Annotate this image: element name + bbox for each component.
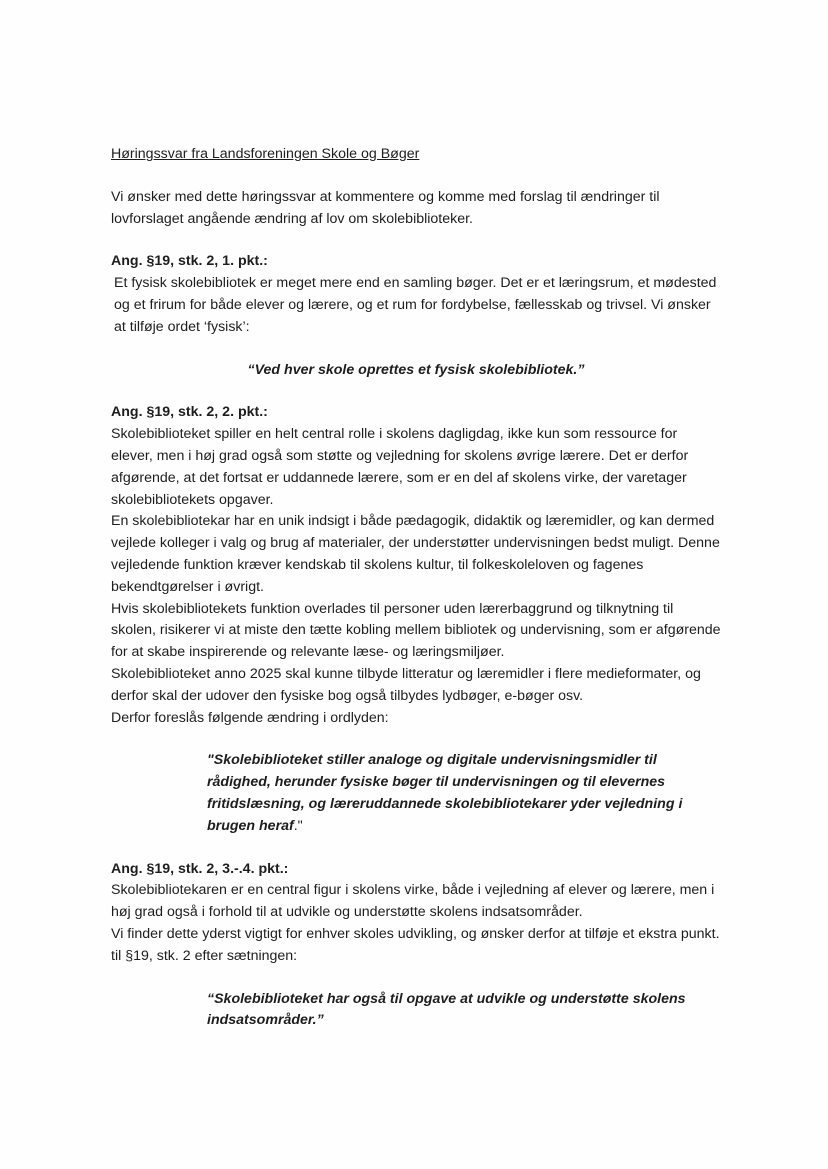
section2-heading: Ang. §19, stk. 2, 2. pkt.:	[111, 404, 268, 421]
section3-paragraph-1: Skolebibliotekaren er en central figur i skolens virke, både i vejledning af elever og lærere, men i høj grad også i forhold til at udvikle og understøtte skolens indsatsområder.	[111, 882, 715, 921]
section2-paragraph-5: Derfor foreslås følgende ændring i ordlyden:	[111, 709, 389, 726]
section1-body: Et fysisk skolebibliotek er meget mere end en samling bøger. Det er et læringsrum, et mødested og et frirum for både elever og lærere, og et rum for fordybelse, fællesskab og trivsel. Vi ønsker at tilføje ordet ‘fysisk’:	[114, 275, 717, 335]
section2-paragraph-3: Hvis skolebibliotekets funktion overlades til personer uden lærerbaggrund og tilknytning til skolen, risikerer vi at miste den tætte kobling mellem bibliotek og undervisning, som er afgørende for at skabe inspirerende og relevante læse- og læringsmiljøer.	[111, 600, 721, 661]
section2-paragraph-2: En skolebibliotekar har en unik indsigt i både pædagogik, didaktik og læremidler, og kan dermed vejlede kolleger i valg og brug af materialer, der understøtter undervisningen bedst muligt. Denne vejledende funktion kræver kendskab til skolens kultur, til folkeskoleloven og fagenes bekendtgørelser i øvrigt.	[111, 513, 720, 595]
section2-paragraph-4: Skolebiblioteket anno 2025 skal kunne tilbyde litteratur og læremidler i flere medieformater, og derfor skal der udover den fysiske bog også tilbydes lydbøger, e-bøger osv.	[111, 665, 701, 704]
section2-quote-text: "Skolebiblioteket stiller analoge og digitale undervisningsmidler til rådighed, herunder fysiske bøger til undervisningen og til elevernes fritidslæsning, og læreruddannede skolebibliotekarer yder vejledning i brugen heraf	[207, 752, 683, 834]
section3-heading: Ang. §19, stk. 2, 3.-.4. pkt.:	[111, 860, 289, 877]
section2-paragraph-1: Skolebiblioteket spiller en helt central rolle i skolens dagligdag, ikke kun som ressource for elever, men i høj grad også som støtte og vejledning for skolens øvrige lærere. Det er derfor afgørende, at det fortsat er uddannede lærere, som er en del af skolens virke, der varetager skolebibliotekets opgaver.	[111, 426, 689, 508]
section1-quote: “Ved hver skole oprettes et fysisk skolebibliotek.”	[247, 361, 585, 378]
document-content	[111, 144, 721, 1053]
section3-quote: “Skolebiblioteket har også til opgave at udvikle og understøtte skolens indsatsområder.”	[207, 990, 686, 1029]
intro-paragraph: Vi ønsker med dette høringssvar at kommentere og komme med forslag til ændringer til lovforslaget angående ændring af lov om skolebiblioteker.	[111, 188, 660, 227]
section2-quote-end: ."	[293, 817, 303, 834]
document-title: Høringssvar fra Landsforeningen Skole og Bøger	[111, 146, 420, 162]
section3-paragraph-2: Vi finder dette yderst vigtigt for enhver skoles udvikling, og ønsker derfor at tilføje et ekstra punkt. til §19, stk. 2 efter sætningen:	[111, 925, 720, 964]
section1-heading: Ang. §19, stk. 2, 1. pkt.:	[111, 253, 268, 270]
section2-quote	[207, 750, 697, 837]
